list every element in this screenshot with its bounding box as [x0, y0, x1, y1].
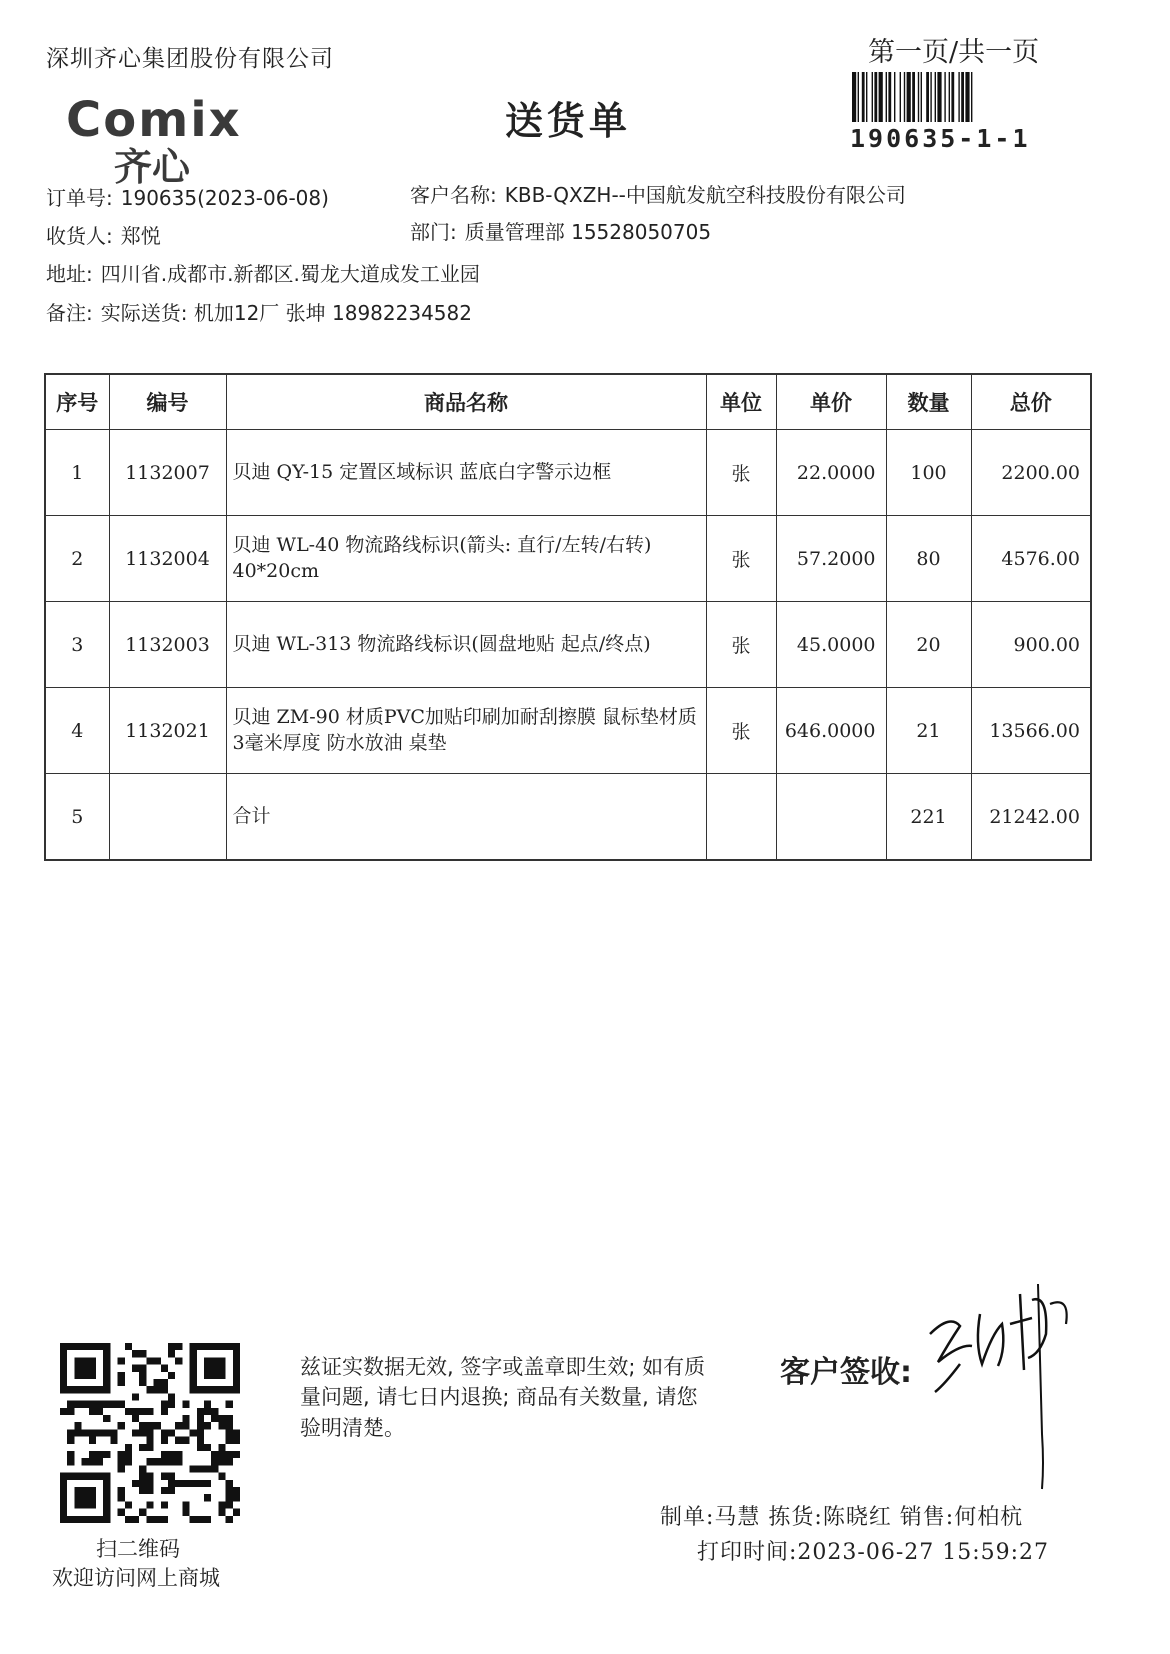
header-no: 序号	[45, 374, 109, 430]
header-code: 编号	[109, 374, 226, 430]
remark-value: 实际送货: 机加12厂 张坤 18982234582	[100, 301, 472, 325]
address	[46, 264, 480, 284]
table-row	[45, 430, 1091, 516]
handwritten-signature	[920, 1274, 1080, 1494]
comix-logo	[66, 92, 286, 188]
row-code: 1132021	[109, 688, 226, 774]
order-value: 190635(2023-06-08)	[120, 186, 329, 210]
qr-code	[60, 1343, 240, 1523]
qr-caption-welcome: 欢迎访问网上商城	[52, 1566, 220, 1590]
table-row	[45, 688, 1091, 774]
row-qty: 21	[886, 688, 971, 774]
print-time: 打印时间:2023-06-27 15:59:27	[697, 1540, 1050, 1565]
header-price: 单价	[776, 374, 886, 430]
row-name: 贝迪 QY-15 定置区域标识 蓝底白字警示边框	[226, 430, 706, 516]
row-unit: 张	[706, 688, 776, 774]
svg-text:齐心: 齐心	[114, 145, 191, 188]
row-total: 2200.00	[971, 430, 1091, 516]
total-row-unit	[706, 774, 776, 861]
total-qty: 221	[886, 774, 971, 861]
row-total: 13566.00	[971, 688, 1091, 774]
row-price: 45.0000	[776, 602, 886, 688]
table-row	[45, 602, 1091, 688]
row-total: 4576.00	[971, 516, 1091, 602]
dept-value: 质量管理部 15528050705	[464, 220, 712, 244]
customer-label: 客户名称:	[410, 183, 497, 207]
header-total: 总价	[971, 374, 1091, 430]
address-label: 地址:	[46, 262, 93, 286]
row-no: 3	[45, 602, 109, 688]
customer-value: KBB-QXZH--中国航发航空科技股份有限公司	[504, 183, 906, 207]
page-number: 第一页/共一页	[868, 37, 1040, 68]
items-table	[44, 373, 1092, 861]
total-row-code	[109, 774, 226, 861]
row-qty: 80	[886, 516, 971, 602]
customer-sign-label: 客户签收:	[780, 1355, 912, 1390]
row-price: 646.0000	[776, 688, 886, 774]
validity-notice: 兹证实数据无效, 签字或盖章即生效; 如有质量问题, 请七日内退换; 商品有关数量, 请您验明清楚。	[300, 1355, 706, 1440]
customer-name	[410, 185, 906, 205]
row-no: 2	[45, 516, 109, 602]
row-code: 1132007	[109, 430, 226, 516]
total-row-price	[776, 774, 886, 861]
row-unit: 张	[706, 430, 776, 516]
total-amount: 21242.00	[971, 774, 1091, 861]
total-row	[45, 774, 1091, 861]
row-code: 1132004	[109, 516, 226, 602]
table-row	[45, 516, 1091, 602]
row-unit: 张	[706, 516, 776, 602]
header-qty: 数量	[886, 374, 971, 430]
row-name: 贝迪 ZM-90 材质PVC加贴印刷加耐刮擦膜 鼠标垫材质 3毫米厚度 防水放油 桌垫	[226, 688, 706, 774]
row-total: 900.00	[971, 602, 1091, 688]
row-no: 1	[45, 430, 109, 516]
row-code: 1132003	[109, 602, 226, 688]
barcode-number: 190635-1-1	[850, 124, 1031, 153]
row-name: 贝迪 WL-313 物流路线标识(圆盘地贴 起点/终点)	[226, 602, 706, 688]
dept-label: 部门:	[410, 220, 457, 244]
total-row-no: 5	[45, 774, 109, 861]
row-price: 22.0000	[776, 430, 886, 516]
row-unit: 张	[706, 602, 776, 688]
order-label: 订单号:	[46, 186, 113, 210]
row-qty: 20	[886, 602, 971, 688]
receiver-value: 郑悦	[120, 224, 161, 248]
row-name: 贝迪 WL-40 物流路线标识(箭头: 直行/左转/右转) 40*20cm	[226, 516, 706, 602]
receiver	[46, 226, 161, 246]
barcode-image	[850, 72, 1060, 130]
company-name: 深圳齐心集团股份有限公司	[46, 46, 334, 72]
svg-text:Comix: Comix	[66, 92, 242, 148]
row-no: 4	[45, 688, 109, 774]
order-number	[46, 188, 329, 208]
row-price: 57.2000	[776, 516, 886, 602]
remark	[46, 303, 472, 323]
header-name: 商品名称	[226, 374, 706, 430]
table-header-row	[45, 374, 1091, 430]
document-title: 送货单	[505, 99, 632, 143]
row-qty: 100	[886, 430, 971, 516]
header-unit: 单位	[706, 374, 776, 430]
receiver-label: 收货人:	[46, 224, 113, 248]
staff-info: 制单:马慧 拣货:陈晓红 销售:何柏杭	[660, 1505, 1024, 1530]
total-label: 合计	[226, 774, 706, 861]
address-value: 四川省.成都市.新都区.蜀龙大道成发工业园	[100, 262, 480, 286]
remark-label: 备注:	[46, 301, 93, 325]
department	[410, 222, 711, 242]
qr-caption-scan: 扫二维码	[96, 1537, 180, 1561]
